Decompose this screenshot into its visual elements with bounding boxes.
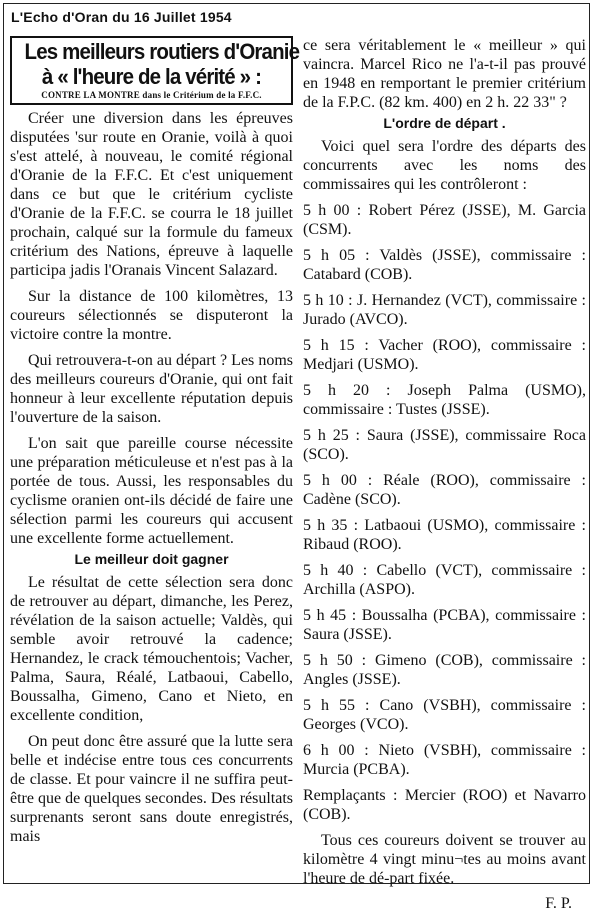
- start-order-entry: 5 h 55 : Cano (VSBH), commissaire : Georges (VCO).: [303, 697, 586, 733]
- start-order-entry: 5 h 20 : Joseph Palma (USMO), commissaire : Tustes (JSSE).: [303, 382, 586, 418]
- headline-line-1: Les meilleurs routiers d'Oranie: [24, 39, 300, 64]
- right-column: [303, 36, 586, 913]
- substitutes-entry: Remplaçants : Mercier (ROO) et Navarro (COB).: [303, 787, 586, 823]
- start-order-entry: 5 h 00 : Robert Pérez (JSSE), M. Garcia (CSM).: [303, 202, 586, 238]
- paragraph: Créer une diversion dans les épreuves disputées 'sur route en Oranie, voilà à quoi s'est attelé, à nouveau, le comité régional d'Oranie de la F.F.C. Et c'est uniquement dans ce but que le critérium cycliste d'Oranie de la F.F.C. se courra le 18 juillet prochain, calqué sur la formule du fameux critérium des Nations, épreuve à laquelle participa jadis l'Oranais Vincent Salazard.: [10, 110, 293, 279]
- start-order-entry: 5 h 05 : Valdès (JSSE), commissaire : Catabard (COB).: [303, 247, 586, 283]
- start-order-entry: 5 h 00 : Réale (ROO), commissaire : Cadène (SCO).: [303, 472, 586, 508]
- left-column: [10, 36, 300, 846]
- closing-paragraph: Tous ces coureurs doivent se trouver au kilomètre 4 vingt minu¬tes au moins avant l'heure de dé-part fixée.: [303, 832, 586, 887]
- headline-box: [10, 36, 300, 105]
- start-order-entry: 5 h 25 : Saura (JSSE), commissaire Roca (SCO).: [303, 427, 586, 463]
- headline-deck: CONTRE LA MONTRE dans le Critérium de la F.F.C.: [41, 90, 262, 100]
- subheading-meilleur: Le meilleur doit gagner: [74, 551, 229, 567]
- newspaper-source: L'Echo d'Oran du 16 Juillet 1954: [11, 9, 232, 25]
- paragraph: Voici quel sera l'ordre des départs des concurrents avec les noms des commissaires qui les contrôleront :: [303, 138, 586, 193]
- start-order-entry: 6 h 00 : Nieto (VSBH), commissaire : Murcia (PCBA).: [303, 742, 586, 778]
- start-order-entry: 5 h 50 : Gimeno (COB), commissaire : Angles (JSSE).: [303, 652, 586, 688]
- start-order-entry: 5 h 10 : J. Hernandez (VCT), commissaire : Jurado (AVCO).: [303, 292, 586, 328]
- paragraph: Le résultat de cette sélection sera donc de retrouver au départ, dimanche, les Perez, révélation de la saison actuelle; Valdès, qui semble avoir retrouvé la cadence; Hernandez, le crack témouchentois; Vacher, Palma, Saura, Réalé, Latbaoui, Cabello, Boussalha, Gimeno, Cano et Nieto, en excellente condition,: [10, 574, 293, 724]
- start-order-entry: 5 h 40 : Cabello (VCT), commissaire : Archilla (ASPO).: [303, 562, 586, 598]
- start-order-entry: 5 h 35 : Latbaoui (USMO), commissaire : Ribaud (ROO).: [303, 517, 586, 553]
- start-order-entry: 5 h 45 : Boussalha (PCBA), commissaire : Saura (JSSE).: [303, 607, 586, 643]
- paragraph: Qui retrouvera-t-on au départ ? Les noms des meilleurs coureurs d'Oranie, qui ont fait honneur à leur excellente réputation depuis l'ouverture de la saison.: [10, 352, 293, 426]
- paragraph: On peut donc être assuré que la lutte sera belle et indécise entre tous ces concurrents de classe. Et pour vaincre il ne suffira peut-être que de quelques secondes. Des résultats surprenants seront sans doute enregistrés, mais: [10, 733, 294, 845]
- start-order-entry: 5 h 15 : Vacher (ROO), commissaire : Medjari (USMO).: [303, 337, 586, 373]
- author-signature: F. P.: [545, 895, 572, 912]
- paragraph: L'on sait que pareille course nécessite une préparation méticuleuse et n'est pas à la portée de tous. Aussi, les responsables du cyclisme oranien ont-ils décidé de faire une sélection parmi les coureurs qui accusent une excellente forme actuellement.: [10, 435, 293, 547]
- paragraph-continued: ce sera véritablement le « meilleur » qui vaincra. Marcel Rico ne l'a-t-il pas prouvé en 1948 en remportant le premier critérium de la F.P.C. (82 km. 400) en 2 h. 22 33" ?: [303, 37, 586, 111]
- paragraph: Sur la distance de 100 kilomètres, 13 coureurs sélectionnés se disputeront la victoire contre la montre.: [10, 288, 293, 343]
- headline-line-2: à « l'heure de la vérité » :: [41, 64, 262, 89]
- subheading-ordre-depart: L'ordre de départ .: [383, 115, 506, 131]
